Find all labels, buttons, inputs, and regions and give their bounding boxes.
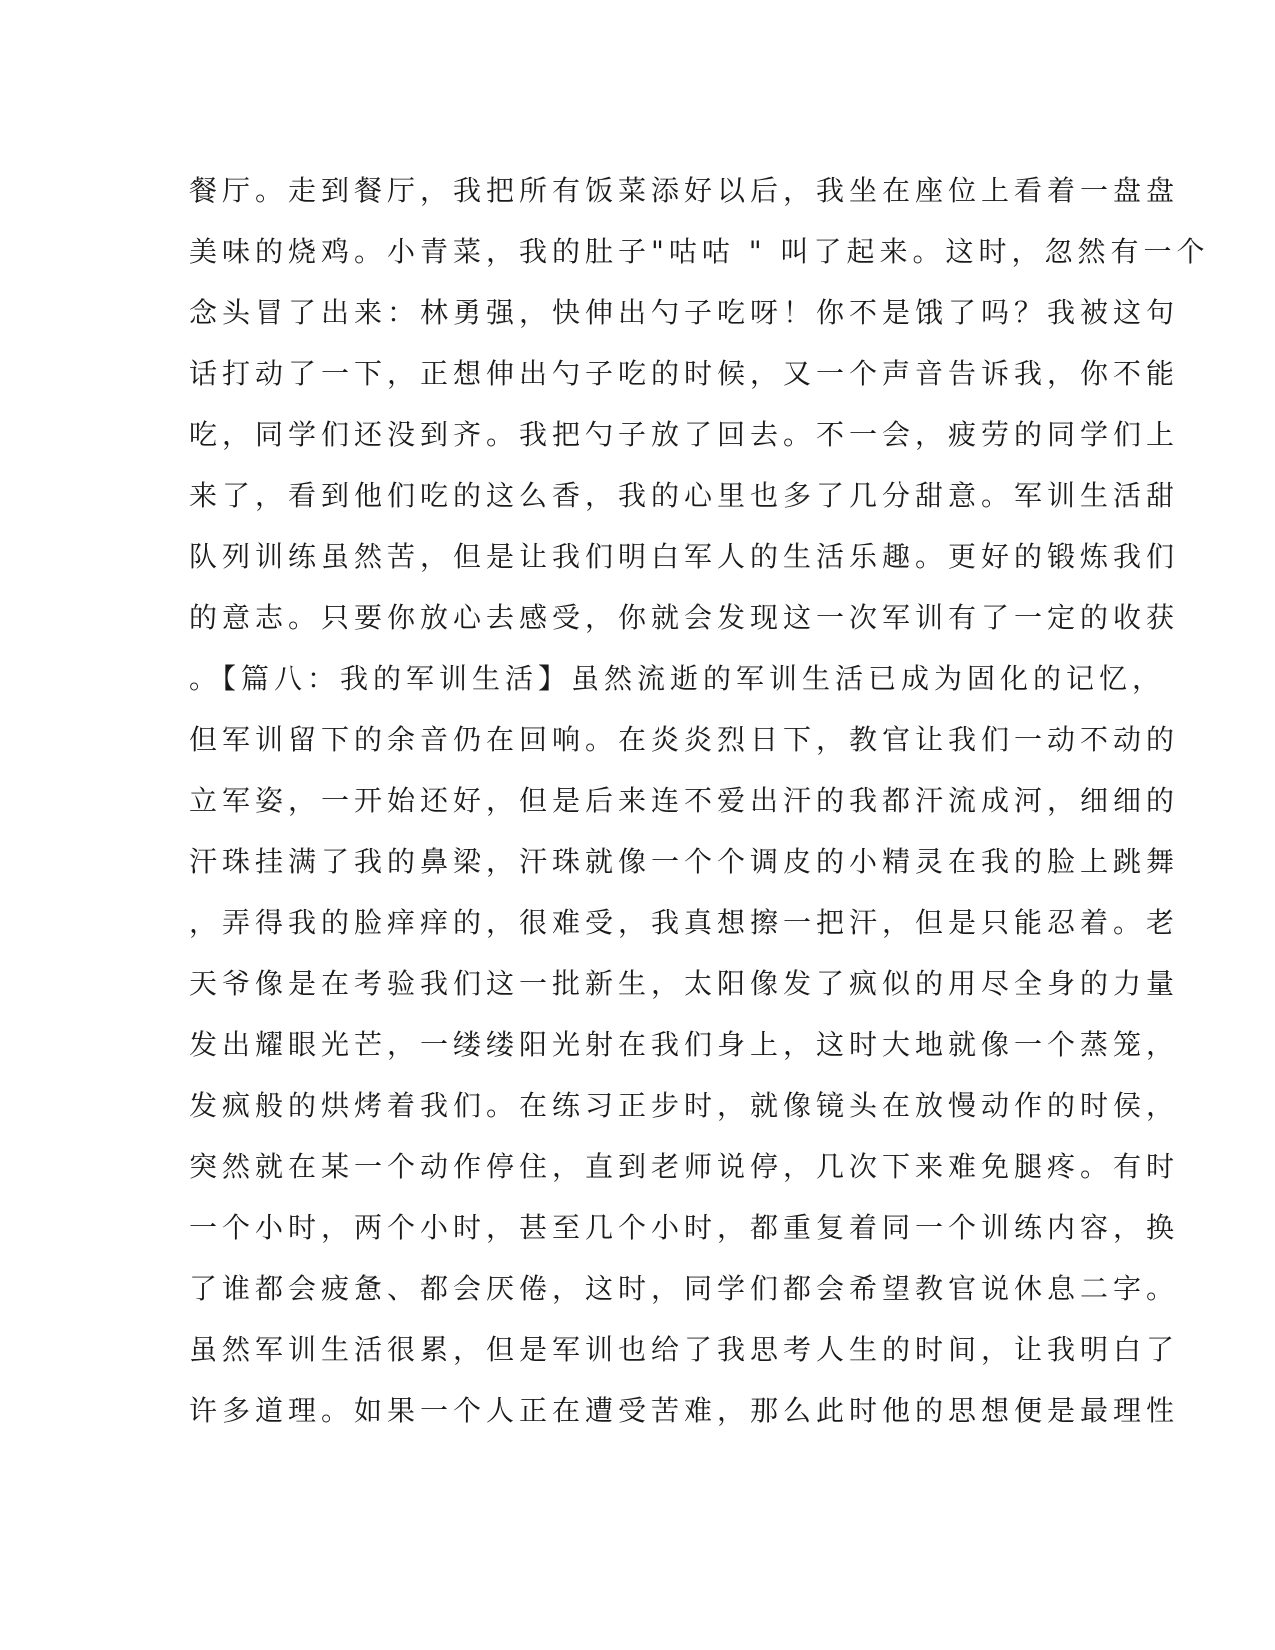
text-line: 汗珠挂满了我的鼻梁，汗珠就像一个个调皮的小精灵在我的脸上跳舞 [189, 845, 1180, 878]
text-line: 一个小时，两个小时，甚至几个小时，都重复着同一个训练内容，换 [189, 1211, 1180, 1244]
text-line: 突然就在某一个动作停住，直到老师说停，几次下来难免腿疼。有时 [189, 1150, 1180, 1183]
text-line: 发出耀眼光芒，一缕缕阳光射在我们身上，这时大地就像一个蒸笼， [189, 1028, 1180, 1061]
text-line: 。【篇八：我的军训生活】虽然流逝的军训生活已成为固化的记忆， [189, 662, 1166, 695]
text-line: 的意志。只要你放心去感受，你就会发现这一次军训有了一定的收获 [189, 601, 1180, 634]
text-line: ，弄得我的脸痒痒的，很难受，我真想擦一把汗，但是只能忍着。老 [189, 906, 1180, 939]
text-line: 餐厅。走到餐厅，我把所有饭菜添好以后，我坐在座位上看着一盘盘 [189, 174, 1180, 207]
text-line: 了谁都会疲惫、都会厌倦，这时，同学们都会希望教官说休息二字。 [189, 1272, 1180, 1305]
text-line: 天爷像是在考验我们这一批新生，太阳像发了疯似的用尽全身的力量 [189, 967, 1180, 1000]
text-line: 虽然军训生活很累，但是军训也给了我思考人生的时间，让我明白了 [189, 1333, 1180, 1366]
text-line: 立军姿，一开始还好，但是后来连不爱出汗的我都汗流成河，细细的 [189, 784, 1180, 817]
text-line: 话打动了一下，正想伸出勺子吃的时候，又一个声音告诉我，你不能 [189, 357, 1180, 390]
text-line: 许多道理。如果一个人正在遭受苦难，那么此时他的思想便是最理性 [189, 1394, 1180, 1427]
text-line: 吃，同学们还没到齐。我把勺子放了回去。不一会，疲劳的同学们上 [189, 418, 1180, 451]
text-line: 发疯般的烘烤着我们。在练习正步时，就像镜头在放慢动作的时侯， [189, 1089, 1180, 1122]
text-line: 队列训练虽然苦，但是让我们明白军人的生活乐趣。更好的锻炼我们 [189, 540, 1180, 573]
body-text [189, 160, 1210, 1441]
text-line: 念头冒了出来：林勇强，快伸出勺子吃呀！你不是饿了吗？我被这句 [189, 296, 1180, 329]
text-line: 来了，看到他们吃的这么香，我的心里也多了几分甜意。军训生活甜 [189, 479, 1180, 512]
text-line: 但军训留下的余音仍在回响。在炎炎烈日下，教官让我们一动不动的 [189, 723, 1180, 756]
text-line: 美味的烧鸡。小青菜，我的肚子"咕咕 " 叫了起来。这时，忽然有一个 [189, 235, 1210, 268]
